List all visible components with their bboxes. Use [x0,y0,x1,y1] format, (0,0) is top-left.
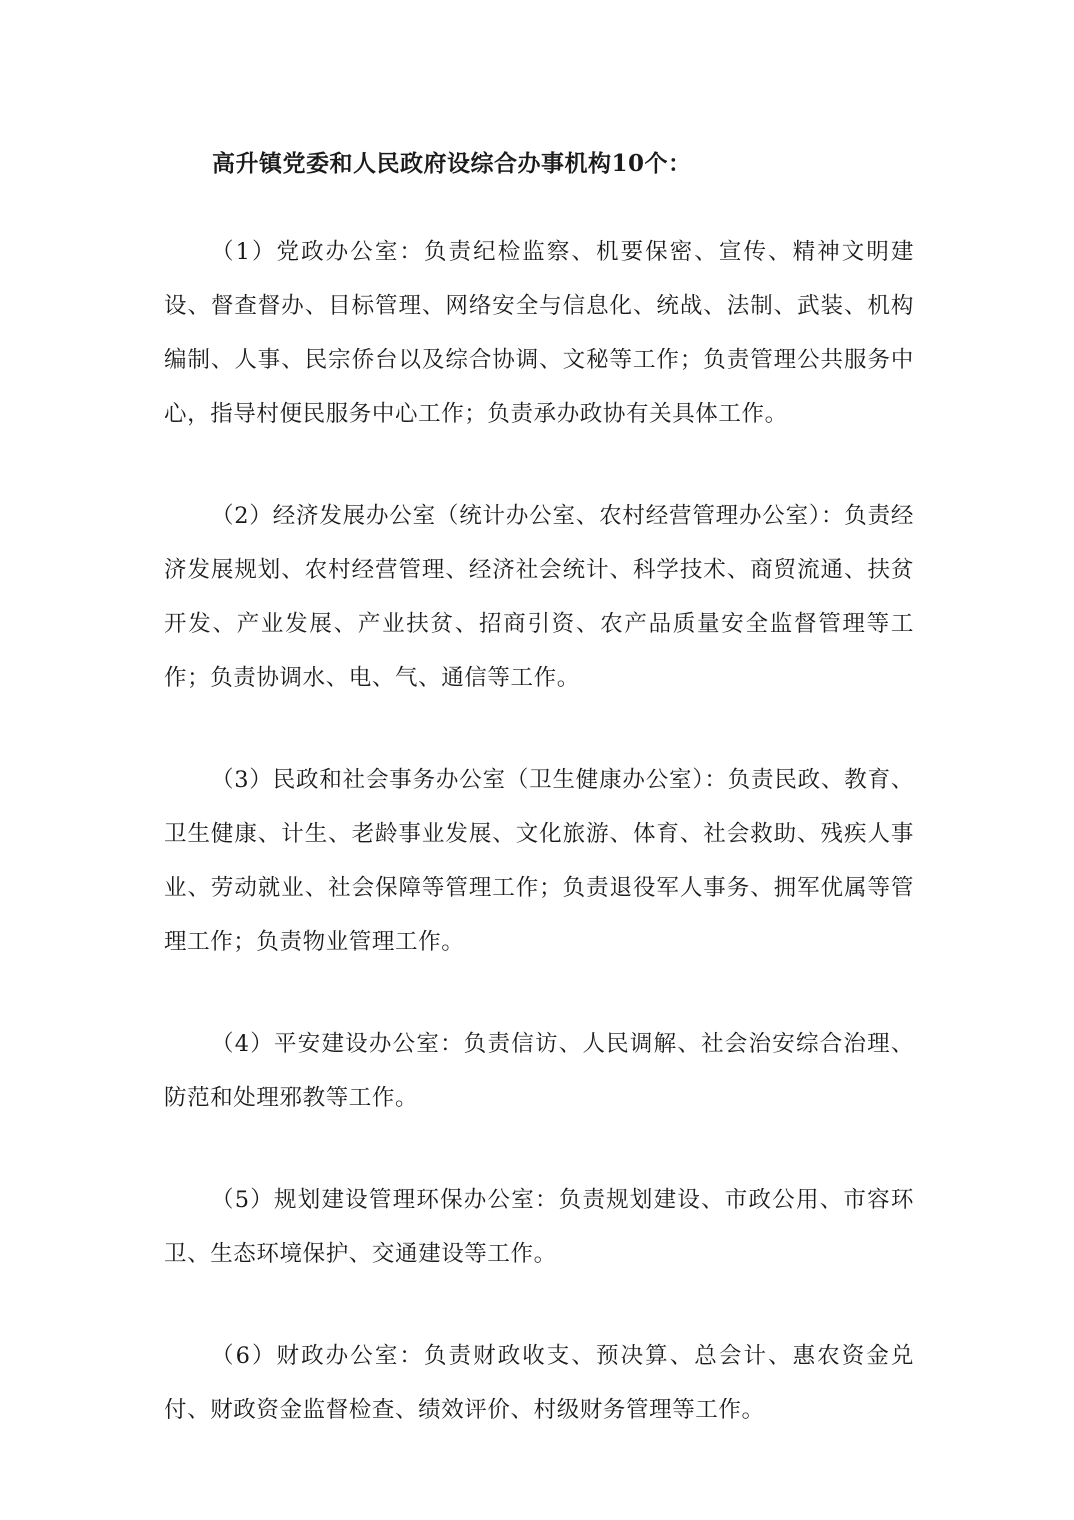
section-paragraph-2: （2）经济发展办公室（统计办公室、农村经营管理办公室）：负责经济发展规划、农村经营管理、经济社会统计、科学技术、商贸流通、扶贫开发、产业发展、产业扶贫、招商引资、农产品质量安全监督管理等工作；负责协调水、电、气、通信等工作。 [164,503,914,691]
section-paragraph-3: （3）民政和社会事务办公室（卫生健康办公室）：负责民政、教育、卫生健康、计生、老龄事业发展、文化旅游、体育、社会救助、残疾人事业、劳动就业、社会保障等管理工作；负责退役军人事务、拥军优属等管理工作；负责物业管理工作。 [164,767,914,955]
document-heading: 高升镇党委和人民政府设综合办事机构10个： [212,150,692,177]
section-paragraph-4: （4）平安建设办公室：负责信访、人民调解、社会治安综合治理、防范和处理邪教等工作。 [164,1031,914,1111]
section-paragraph-6: （6）财政办公室：负责财政收支、预决算、总会计、惠农资金兑付、财政资金监督检查、绩效评价、村级财务管理等工作。 [164,1343,914,1423]
section-list [164,225,914,1485]
section-paragraph-5: （5）规划建设管理环保办公室：负责规划建设、市政公用、市容环卫、生态环境保护、交通建设等工作。 [164,1187,914,1267]
section-paragraph-1: （1）党政办公室：负责纪检监察、机要保密、宣传、精神文明建设、督查督办、目标管理、网络安全与信息化、统战、法制、武装、机构编制、人事、民宗侨台以及综合协调、文秘等工作；负责管理公共服务中心，指导村便民服务中心工作；负责承办政协有关具体工作。 [164,239,914,427]
